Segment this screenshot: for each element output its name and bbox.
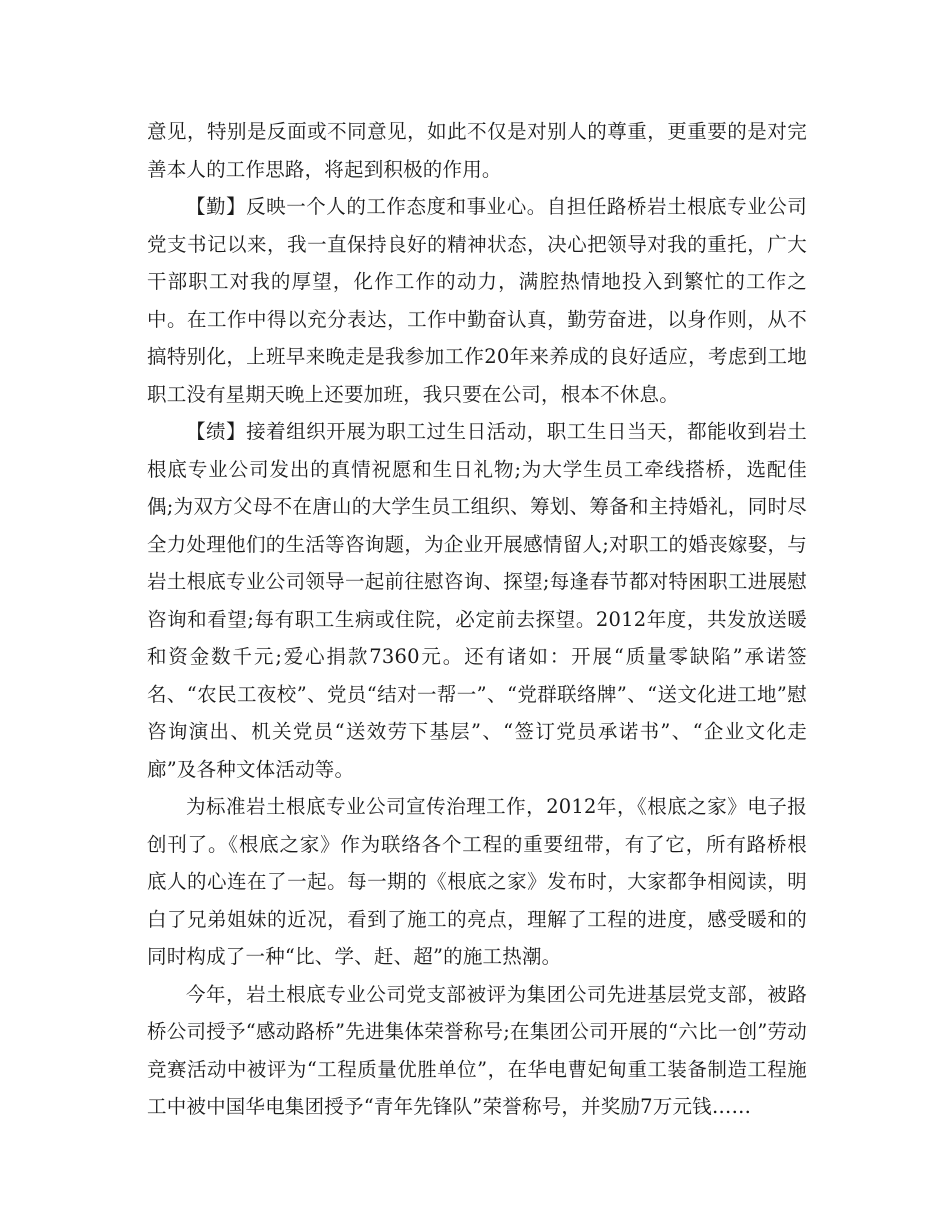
paragraph-4: 为标准岩土根底专业公司宣传治理工作，2012年，《根底之家》电子报创刊了。《根底之家》作为联络各个工程的重要纽带，有了它，所有路桥根底人的心连在了一起。每一期的《根底之家》发布时，大家都争相阅读，明白了兄弟姐妹的近况，看到了施工的亮点，理解了工程的进度，感受暖和的同时构成了一种“比、学、赶、超”的施工热潮。 [147,795,807,968]
paragraph-3: 【绩】接着组织开展为职工过生日活动，职工生日当天，都能收到岩土根底专业公司发出的真情祝愿和生日礼物;为大学生员工牵线搭桥，选配佳偶;为双方父母不在唐山的大学生员工组织、筹划、筹备和主持婚礼，同时尽全力处理他们的生活等咨询题，为企业开展感情留人;对职工的婚丧嫁娶，与岩土根底专业公司领导一起前往慰咨询、探望;每逢春节都对特困职工进展慰咨询和看望;每有职工生病或住院，必定前去探望。2012年度，共发放送暖和资金数千元;爱心捐款7360元。还有诸如：开展“质量零缺陷”承诺签名、“农民工夜校”、党员“结对一帮一”、“党群联络牌”、“送文化进工地”慰咨询演出、机关党员“送效劳下基层”、“签订党员承诺书”、“企业文化走廊”及各种文体活动等。 [147,420,807,781]
paragraph-1: 意见，特别是反面或不同意见，如此不仅是对别人的尊重，更重要的是对完善本人的工作思路，将起到积极的作用。 [147,120,807,181]
paragraph-5: 今年，岩土根底专业公司党支部被评为集团公司先进基层党支部，被路桥公司授予“感动路桥”先进集体荣誉称号;在集团公司开展的“六比一创”劳动竞赛活动中被评为“工程质量优胜单位”，在华电曹妃甸重工装备制造工程施工中被中国华电集团授予“青年先锋队”荣誉称号，并奖励7万元钱…… [147,982,807,1118]
document-body [147,113,807,1126]
paragraph-2: 【勤】反映一个人的工作态度和事业心。自担任路桥岩土根底专业公司党支书记以来，我一直保持良好的精神状态，决心把领导对我的重托，广大干部职工对我的厚望，化作工作的动力，满腔热情地投入到繁忙的工作之中。在工作中得以充分表达，工作中勤奋认真，勤劳奋进，以身作则，从不搞特别化，上班早来晚走是我参加工作20年来养成的良好适应，考虑到工地职工没有星期天晚上还要加班，我只要在公司，根本不休息。 [147,195,807,406]
